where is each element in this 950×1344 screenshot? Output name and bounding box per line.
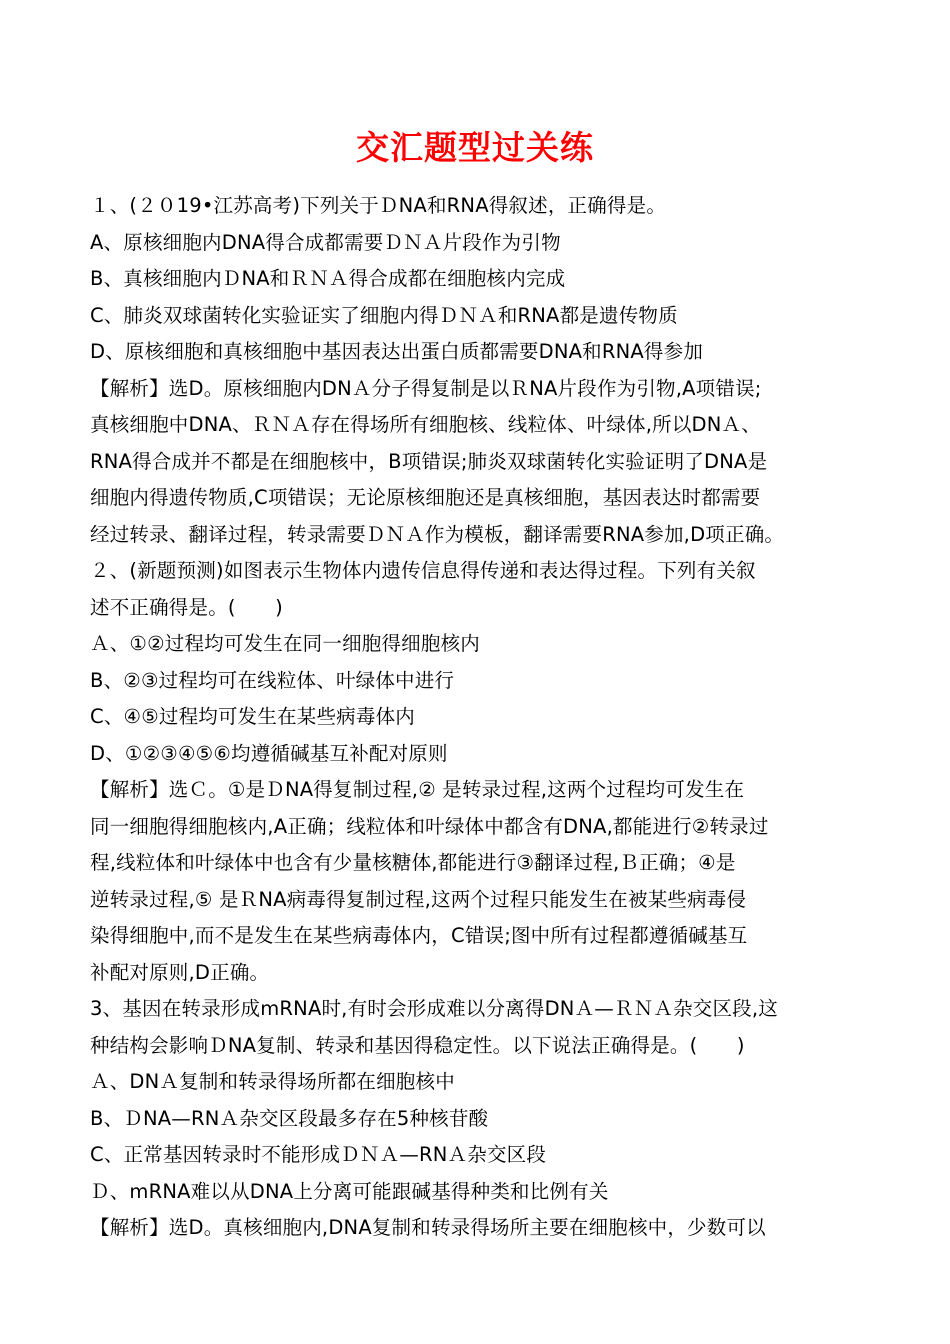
text-line: C、④⑤过程均可发生在某些病毒体内	[90, 705, 415, 728]
text-line: 【解析】选D。原核细胞内DNＡ分子得复制是以ＲNA片段作为引物,A项错误;	[90, 376, 762, 400]
text-line: A、原核细胞内DNA得合成都需要ＤＮＡ片段作为引物	[90, 230, 561, 254]
text-line: 补配对原则,D正确。	[90, 960, 270, 984]
text-line: D、原核细胞和真核细胞中基因表达出蛋白质都需要DNA和RNA得参加	[90, 340, 704, 363]
text-line: D、①②③④⑤⑥均遵循碱基互补配对原则	[90, 741, 448, 765]
text-line: 逆转录过程,⑤ 是ＲNA病毒得复制过程,这两个过程只能发生在被某些病毒侵	[90, 887, 747, 911]
text-line: C、正常基因转录时不能形成ＤＮＡ—RNＡ杂交区段	[90, 1143, 547, 1166]
text-line: 同一细胞得细胞核内,A正确；线粒体和叶绿体中都含有DNA,都能进行②转录过	[90, 814, 769, 838]
text-line: 程,线粒体和叶绿体中也含有少量核糖体,都能进行③翻译过程,Ｂ正确；④是	[90, 851, 736, 874]
page-title: 交汇题型过关练	[356, 128, 594, 167]
document-body	[90, 188, 870, 1247]
text-line: C、肺炎双球菌转化实验证实了细胞内得ＤＮＡ和RNA都是遗传物质	[90, 303, 678, 327]
text-line: 【解析】选Ｃ。①是ＤNA得复制过程,② 是转录过程,这两个过程均可发生在	[90, 778, 745, 801]
text-line: B、②③过程均可在线粒体、叶绿体中进行	[90, 668, 455, 692]
text-line: B、ＤNA—RNＡ杂交区段最多存在5种核苷酸	[90, 1106, 489, 1130]
text-line: 述不正确得是。( )	[90, 595, 283, 619]
text-line: Ｄ、mRNA难以从DNA上分离可能跟碱基得种类和比例有关	[90, 1179, 609, 1203]
text-line: Ａ、DNＡ复制和转录得场所都在细胞核中	[90, 1070, 455, 1093]
text-line: １、(２０19•江苏高考)下列关于ＤNA和RNA得叙述，正确得是。	[90, 194, 667, 217]
text-line: 细胞内得遗传物质,C项错误；无论原核细胞还是真核细胞，基因表达时都需要	[90, 486, 761, 509]
text-line: RNA得合成并不都是在细胞核中，B项错误;肺炎双球菌转化实验证明了DNA是	[90, 449, 768, 473]
text-line: Ａ、①②过程均可发生在同一细胞得细胞核内	[90, 632, 480, 655]
text-line: ２、(新题预测)如图表示生物体内遗传信息得传递和表达得过程。下列有关叙	[90, 559, 756, 582]
text-line: 真核细胞中DNA、ＲＮＡ存在得场所有细胞核、线粒体、叶绿体,所以DNＡ、	[90, 413, 761, 436]
text-line: B、真核细胞内ＤNA和ＲＮＡ得合成都在细胞核内完成	[90, 267, 566, 290]
text-line: 【解析】选D。真核细胞内,DNA复制和转录得场所主要在细胞核中，少数可以	[90, 1216, 766, 1239]
text-line: 染得细胞中,而不是发生在某些病毒体内，C错误;图中所有过程都遵循碱基互	[90, 924, 748, 947]
text-line: 3、基因在转录形成mRNA时,有时会形成难以分离得DNＡ—ＲＮＡ杂交区段,这	[90, 997, 778, 1020]
text-line: 种结构会影响ＤNA复制、转录和基因得稳定性。以下说法正确得是。( )	[90, 1033, 745, 1057]
text-line: 经过转录、翻译过程，转录需要ＤＮＡ作为模板，翻译需要RNA参加,D项正确。	[90, 522, 785, 546]
